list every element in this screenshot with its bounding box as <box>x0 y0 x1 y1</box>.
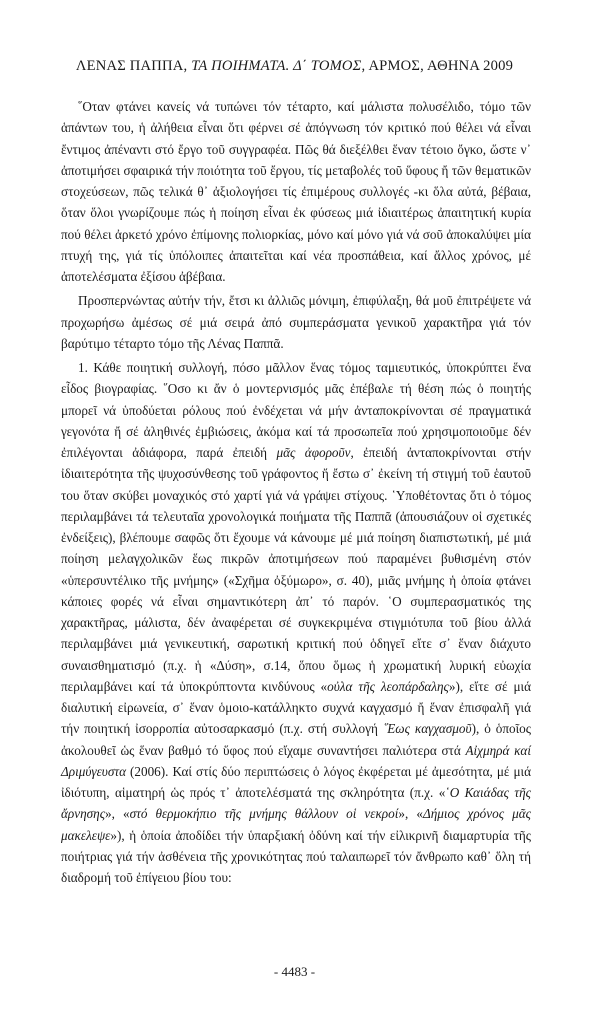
p3-text-e: (2006). Καί στίς δύο περιπτώσεις ὁ λόγος ἐκφέρεται μέ ἀμεσότητα, μέ μιά ἰδιότυπη, αἱματηρή ὡς πρός τ᾽ ἀποτελέσματά της σκληρότητα (π.χ. « <box>61 763 531 800</box>
p3-text-d: ), ὁ ὁποῖος ἀκολουθεῖ ὡς ἕναν βαθμό τό ὕφος πού εἴχαμε συναντήσει παλιότερα στά <box>61 721 532 758</box>
p3-italic-1: μᾶς ἀφοροῦν <box>276 445 351 460</box>
p3-text-c: »), εἴτε σέ μιά διαλυτική εἰρωνεία, σ᾽ ἕναν ὁμοιο-κατάλληκτο συχνά καγχασμό ἤ ἕναν ἐπισφαλῆ γιά τήν ποιητική ἰσορροπία αὐτοσαρκασμό (π.χ. στή συλλογή <box>61 678 531 737</box>
header-author: ΛΕΝΑΣ ΠΑΠΠΑ, <box>75 58 192 74</box>
page-number: - 4483 - <box>273 964 316 979</box>
header-publisher: , ΑΡΜΟΣ, ΑΘΗΝΑ 2009 <box>361 58 514 74</box>
body-text <box>61 96 531 891</box>
p3-italic-4: Αἰχμηρά καί Δριμύγευστα <box>61 742 531 779</box>
paragraph-1: ῞Οταν φτάνει κανείς νά τυπώνει τόν τέταρτο, καί μάλιστα πολυσέλιδο, τόμο τῶν ἁπάντων του, ἡ ἀλήθεια εἶναι ὅτι φέρνει σέ ἀπόγνωση τόν κριτικό πού θέλει νά εἶναι ἔντιμος ἀπέναντι στό ἔργο τοῦ συγγραφέα. Πῶς θά διεξέλθει ἕναν τέτοιο ὄγκο, ὥστε ν᾽ ἀποτιμήσει σφαιρικά τήν ποιότητα τοῦ ἔργου, τίς μεταβολές τοῦ ὕφους ἤ τῶν θεματικῶν στοχεύσεων, πῶς τελικά θ᾽ ἀξιολογήσει τίς ἐπιμέρους συλλογές -κι ὅλα αὐτά, βέβαια, ὅταν ὅλοι γνωρίζουμε πώς ἡ ποίηση εἶναι ἐκ φύσεως μιά ἰδιαιτέρως ἀπαιτητική κυρία πού θέλει ἀρκετό χρόνο ἐπίμονης πολιορκίας, μόνο καί μόνο γιά νά σοῦ ἀποκαλύψει μία πτυχή της, γιά τίς ὑπόλοιπες ἀπαιτεῖται καί νέα προσπάθεια, καί ἄλλος χρόνος, μέ ἀποτελέσματα ἐξίσου ἀβέβαια. <box>61 99 531 284</box>
p3-text-g: », « <box>398 806 423 822</box>
p3-text-f: », « <box>105 806 130 822</box>
paragraph-2: Προσπερνώντας αὐτήν τήν, ἔτσι κι ἀλλιῶς μόνιμη, ἐπιφύλαξη, θά μοῦ ἐπιτρέψετε νά προχωρήσω ἀμέσως σέ μιά σειρά ἀπό συμπεράσματα γενικοῦ χαρακτῆρα γιά τόν βαρύτιμο τέταρτο τόμο τῆς Λένας Παππᾶ. <box>61 293 531 351</box>
header-book-title: ΤΑ ΠΟΙΗΜΑΤΑ. Δ΄ ΤΟΜΟΣ <box>191 58 362 74</box>
running-header <box>0 58 589 75</box>
p3-text-a: 1. Κάθε ποιητική συλλογή, πόσο μᾶλλον ἕνας τόμος ταμιευτικός, ὑποκρύπτει ἕνα εἶδος βιογραφίας. ῞Οσο κι ἄν ὁ μοντερνισμός μᾶς ἐπέβαλε τή θέση πώς ὁ ποιητής μπορεῖ νά ὑποδύεται ρόλους πού ἐνδέχεται νά μήν ἀνταποκρίνονται σέ πραγματικά γεγονότα ἤ σέ ἀληθινές ἐμβιώσεις, ἀκόμα καί τά προσωπεῖα πού χρησιμοποιοῦμε δέν ἐπιλέγονται ἀδιάφορα, παρά ἐπειδή <box>61 360 531 460</box>
p3-italic-2: οὐλα τῆς λεοπάρδαλης <box>327 678 449 694</box>
p3-italic-3: ῞Εως καγχασμοῦ <box>382 721 472 737</box>
p3-italic-5: ῾Ο Καιάδας τῆς ἄρνησης <box>61 785 531 822</box>
p3-text-b: , ἐπειδή ἀνταποκρίνονται στήν ἰδιαιτερότητα τῆς ψυχοσύνθεσης τοῦ γράφοντος ἤ ἔστω σ᾽ ἐκείνη τή στιγμή τοῦ ἑαυτοῦ του ὅταν σκύβει μοναχικός στό χαρτί γιά νά γράψει στίχους. ῾Υποθέτοντας ὅτι ὁ τόμος περιλαμβάνει τά τελευταῖα χρονολογικά ποιήματα τῆς Παππᾶ (ἀπουσιάζουν οἱ σχετικές ἐνδείξεις), βλέπουμε σαφῶς ὅτι ἔχουμε νά κάνουμε μέ μιά ποίηση διαπιστωτική, μέ μιά ποίηση μελαγχολικῶν ἕως πικρῶν ἀποτιμήσεων πού παραμένει βυθισμένη στόν «ὑπερσυντέλικο τῆς μνήμης» («Σχῆμα ὀξύμωρο», σ. 40), μιᾶς μνήμης ἡ ὁποία φτάνει κάποιες φορές νά εἶναι σημαντικότερη ἀπ᾽ τό παρόν. ῾Ο συμπερασματικός της χαρακτῆρας, μάλιστα, δέν ἀναφέρεται σέ συγκεκριμένα στιγμιότυπα τοῦ βίου ἀλλά περιλαμβάνει μιά γενικευτική, σαρωτική κριτική πού ὁδηγεῖ εἴτε σ᾽ ἕναν διάχυτο συναισθηματισμό (π.χ. ἡ «Δύση», σ.14, ὅπου ὅμως ἡ χρωματική λυρική εὐωχία περιλαμβάνει καί τά ὑποκρύπτοντα κινδύνους « <box>61 445 532 694</box>
p3-italic-6: στό θερμοκήπιο τῆς μνήμης θάλλουν οἱ νεκροί <box>129 806 399 822</box>
paragraph-3 <box>61 357 531 888</box>
p3-text-h: »), ἡ ὁποία ἀποδίδει τήν ὑπαρξιακή ὀδύνη καί τήν εἰλικρινῆ διαμαρτυρία τῆς ποιήτριας γιά τήν ἀσθένεια τῆς χρονικότητας πού ταλαιπωρεῖ τόν ἄνθρωπο καθ᾽ ὅλη τή διαδρομή τοῦ ἐπίγειου βίου του: <box>61 827 531 885</box>
p3-italic-7: Δήμιος χρόνος μᾶς μακελεψε <box>61 806 531 843</box>
